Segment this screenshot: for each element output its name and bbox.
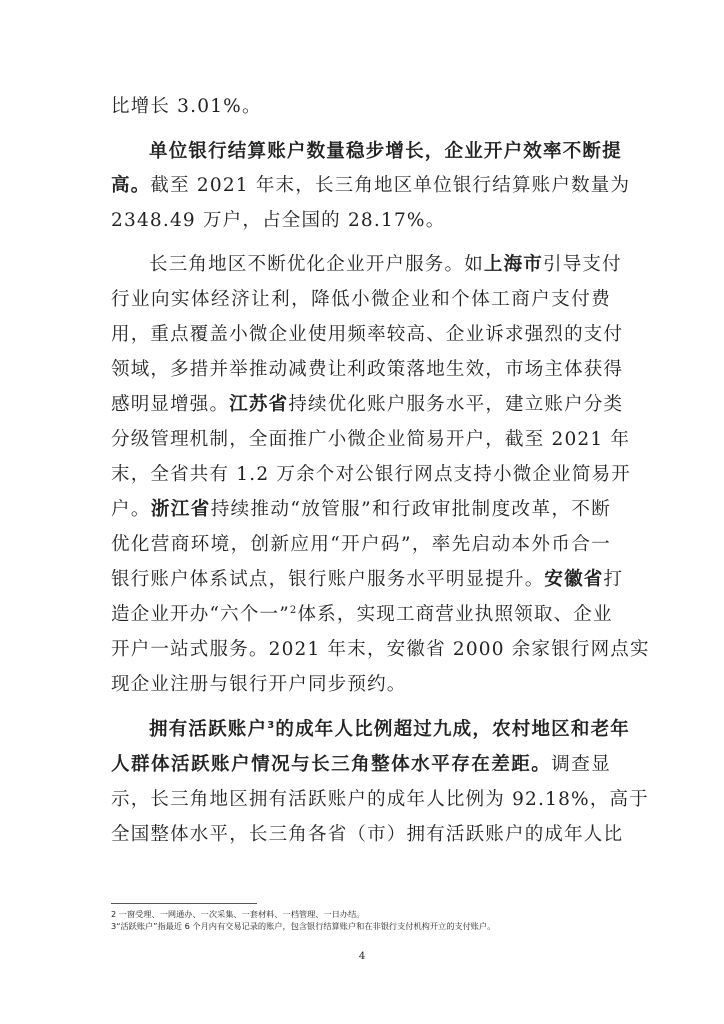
text-line: 拥有活跃账户$^3$的成年人比例超过九成，农村地区和老年	[149, 719, 630, 740]
text-line: 人群体活跃账户情况与长三角整体水平存在差距。调查显	[111, 754, 611, 775]
text-line: 领域，多措并举推动减费让利政策落地生效，市场主体获得	[111, 359, 624, 380]
text-line: 比增长 3.01%。	[111, 96, 262, 117]
text-line: 分级管理机制，全面推广小微企业简易开户，截至 2021 年	[111, 429, 631, 450]
footnote-divider	[111, 903, 257, 904]
text-line: 单位银行结算账户数量稳步增长，企业开户效率不断提	[149, 141, 622, 162]
text-line: 长三角地区不断优化企业开户服务。如上海市引导支付	[149, 254, 622, 275]
text-line: 示，长三角地区拥有活跃账户的成年人比例为 92.18%，高于	[111, 789, 649, 810]
text-line: 用，重点覆盖小微企业使用频率较高、企业诉求强烈的支付	[111, 324, 624, 345]
text-line: 高。截至 2021 年末，长三角地区单位银行结算账户数量为	[111, 175, 631, 196]
footnote: 2 一窗受理、一网通办、一次采集、一套材料、一档管理、一日办结。	[111, 909, 365, 919]
text-line: 2348.49 万户，占全国的 28.17%。	[111, 210, 446, 231]
text-line: 户。浙江省持续推动“放管服”和行政审批制度改革，不断	[111, 499, 611, 520]
text-line: 优化营商环境，创新应用“开户码”，率先启动本外币合一	[111, 534, 611, 555]
text-line: 感明显增强。江苏省持续优化账户服务水平，建立账户分类	[111, 394, 624, 415]
page-number: 4	[358, 951, 366, 962]
text-line: 行业向实体经济让利，降低小微企业和个体工商户支付费	[111, 289, 611, 310]
text-line: 末，全省共有 1.2 万余个对公银行网点支持小微企业简易开	[111, 464, 631, 485]
text-line: 全国整体水平，长三角各省（市）拥有活跃账户的成年人比	[111, 824, 624, 845]
footnote-ref: 3	[267, 719, 276, 731]
footnote: 3“活跃账户”指最近 6 个月内有交易记录的账户，包含银行结算账户和在非银行支付机构开立的支付账户。	[111, 921, 496, 931]
text-line: 开户一站式服务。2021 年末，安徽省 2000 余家银行网点实	[111, 639, 650, 660]
text-line: 造企业开办“六个一”$^2$体系，实现工商营业执照领取、企业	[111, 604, 613, 625]
text-line: 现企业注册与银行开户同步预约。	[111, 674, 407, 695]
footnote-ref: 2	[289, 604, 298, 616]
text-line: 银行账户体系试点，银行账户服务水平明显提升。安徽省打	[111, 569, 624, 590]
